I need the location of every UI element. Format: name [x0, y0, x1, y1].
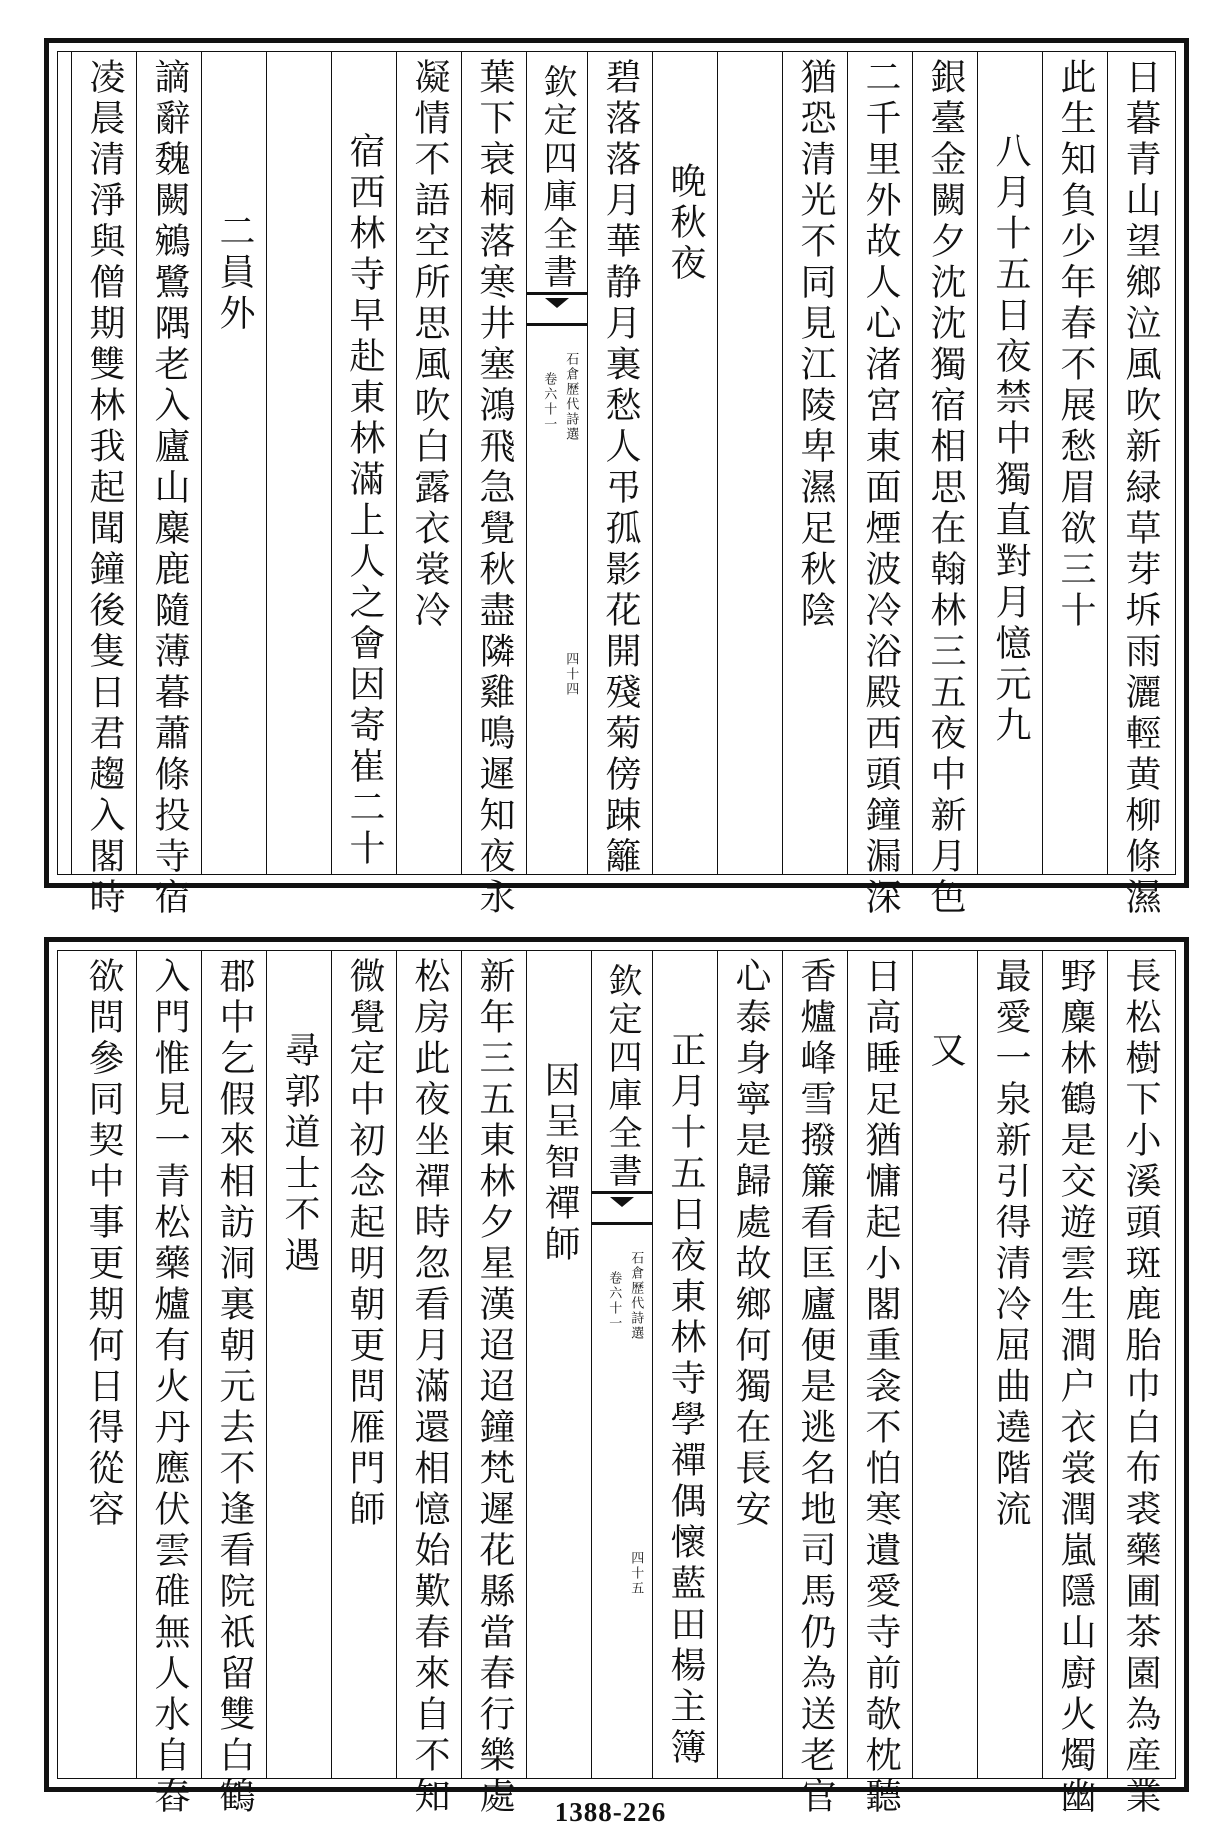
- spine-title: 欽定四庫全書: [602, 963, 642, 1191]
- column-text: 松房此夜坐禪時忽看月滿還相憶始歎春來自不知: [409, 957, 450, 1818]
- column-text: 葉下衰桐落寒井塞鴻飛急覺秋盡隣雞鳴遲知夜永: [474, 58, 515, 919]
- column-text: 郡中乞假來相訪洞裏朝元去不逢看院祇留雙白鶴: [214, 957, 255, 1818]
- column-text: 謫辭魏闕鵷鷺隅老入廬山麋鹿隨薄暮蕭條投寺宿: [149, 58, 190, 919]
- spine-folio: 四十四: [563, 652, 579, 697]
- text-column: [847, 951, 912, 1818]
- column-text: 銀臺金闕夕沈沈獨宿相思在翰林三五夜中新月色: [925, 58, 966, 919]
- spine-volume: 卷六十一: [606, 1271, 622, 1331]
- column-text: 香爐峰雪撥簾看匡廬便是逃名地司馬仍為送老官: [795, 957, 836, 1818]
- column-text: 凝情不語空所思風吹白露衣裳冷: [409, 58, 450, 632]
- column-text: 此生知負少年春不展愁眉欲三十: [1055, 58, 1096, 632]
- spine-source: 石倉歷代詩選: [628, 1251, 644, 1341]
- column-text: 欲問參同契中事更期何日得從容: [83, 957, 124, 1531]
- text-column: [201, 951, 266, 1818]
- text-column: [717, 951, 782, 1778]
- top-page-frame: [57, 51, 1176, 919]
- text-column: [1107, 52, 1172, 919]
- text-column: [526, 951, 591, 1778]
- text-column: [331, 951, 396, 1778]
- text-column: [461, 52, 526, 919]
- spine-source: 石倉歷代詩選: [563, 352, 579, 442]
- column-text: 心泰身寧是歸處故鄉何獨在長安: [730, 957, 771, 1531]
- text-column: [136, 951, 201, 1818]
- text-column: [71, 951, 136, 1778]
- column-text: 微覺定中初念起明朝更問雁門師: [344, 957, 385, 1531]
- text-column: [266, 52, 331, 874]
- spine-folio: 四十五: [628, 1551, 644, 1596]
- column-text: 二千里外故人心渚宮東面煙波冷浴殿西頭鐘漏深: [860, 58, 901, 919]
- text-column: [782, 951, 847, 1818]
- column-text: 入門惟見一青松藥爐有火丹應伏雲碓無人水自舂: [149, 957, 190, 1818]
- text-column: [396, 951, 461, 1818]
- text-column: [1042, 951, 1107, 1818]
- column-text: 二員外: [214, 212, 255, 335]
- text-column: [201, 52, 266, 874]
- column-text: 長松樹下小溪頭斑鹿胎巾白布裘藥圃茶園為産業: [1120, 957, 1161, 1818]
- text-column: [912, 951, 977, 1778]
- column-text: 新年三五東林夕星漢迢迢鐘梵遲花縣當春行樂處: [474, 957, 515, 1818]
- text-column: [587, 52, 652, 878]
- column-text: 因呈智禪師: [539, 1061, 580, 1266]
- text-column: [266, 951, 331, 1778]
- text-column: [847, 52, 912, 919]
- column-text: 最愛一泉新引得清冷屈曲遶階流: [990, 957, 1031, 1531]
- text-column: [652, 951, 717, 1778]
- top-page: [44, 38, 1189, 919]
- text-column: [912, 52, 977, 919]
- book-spine: [526, 52, 587, 874]
- column-text: 八月十五日夜禁中獨直對月憶元九: [990, 132, 1031, 747]
- spine-title: 欽定四庫全書: [537, 64, 577, 292]
- text-column: [331, 52, 396, 874]
- text-column: [396, 52, 461, 874]
- text-column: [782, 52, 847, 874]
- column-text: 正月十五日夜東林寺學禪偶懷藍田楊主簿: [665, 1031, 706, 1769]
- spine-volume: 卷六十一: [541, 372, 557, 432]
- column-text: 野麋林鶴是交遊雲生澗户衣裳潤嵐隱山廚火燭幽: [1055, 957, 1096, 1818]
- text-column: [1107, 951, 1172, 1818]
- column-text: 晚秋夜: [665, 162, 706, 285]
- column-text: 尋郭道士不遇: [279, 1031, 320, 1277]
- text-column: [461, 951, 526, 1818]
- column-text: 宿西林寺早赴東林滿上人之會因寄崔二十: [344, 132, 385, 870]
- fish-tail-mark: [592, 1191, 652, 1225]
- fish-tail-mark: [527, 292, 587, 326]
- column-text: 日暮青山望鄉泣風吹新緑草芽坼雨灑輕黄柳條濕: [1120, 58, 1161, 919]
- text-column: [977, 52, 1042, 874]
- text-column: [977, 951, 1042, 1778]
- column-text: 凌晨清淨與僧期雙林我起聞鐘後隻日君趨入閣時: [84, 58, 125, 919]
- column-text: 日高睡足猶慵起小閣重衾不怕寒遺愛寺前欹枕聽: [860, 957, 901, 1818]
- page-number: 1388-226: [554, 1797, 667, 1827]
- column-text: 碧落落月華静月裏愁人弔孤影花開殘菊傍踈籬: [600, 58, 641, 878]
- book-spine: [591, 951, 652, 1778]
- text-column: [136, 52, 201, 919]
- text-column: [717, 52, 782, 874]
- column-text: 猶恐清光不同見江陵卑濕足秋陰: [795, 58, 836, 632]
- text-column: [1042, 52, 1107, 874]
- text-column: [71, 52, 136, 919]
- text-column: [652, 52, 717, 874]
- column-text: 又: [925, 1031, 966, 1072]
